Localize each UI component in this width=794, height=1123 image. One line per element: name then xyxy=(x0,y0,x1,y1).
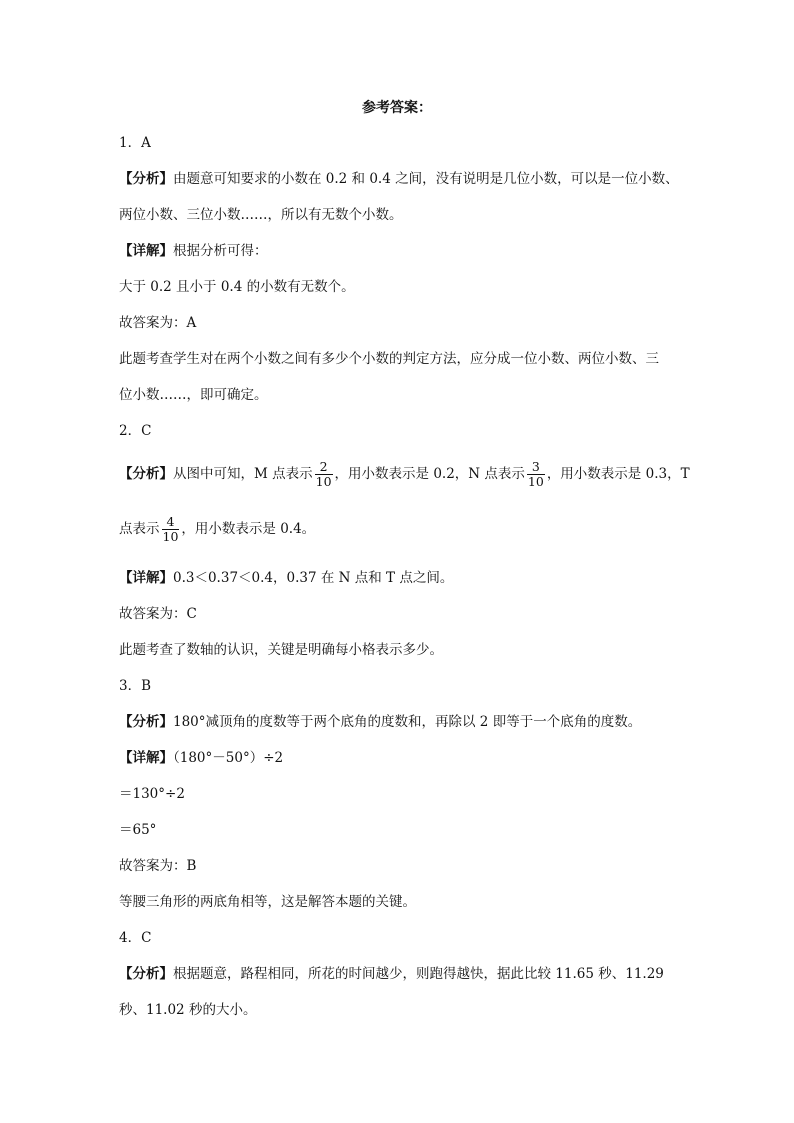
q2-analysis-part-2: ，用小数表示是 0.2，N 点表示 xyxy=(334,466,525,482)
q3-step-1: ＝130°÷2 xyxy=(119,786,185,802)
q1-comment-line-1: 此题考查学生对在两个小数之间有多少个小数的判定方法，应分成一位小数、两位小数、三 xyxy=(119,351,659,367)
fraction-numerator: 4 xyxy=(166,514,175,529)
q1-analysis-text-1: 由题意可知要求的小数在 0.2 和 0.4 之间，没有说明是几位小数，可以是一位小数、 xyxy=(173,171,679,187)
q2-detail-text: 0.3＜0.37＜0.4，0.37 在 N 点和 T 点之间。 xyxy=(173,570,454,586)
q4-analysis-line-2: 秒、11.02 秒的大小。 xyxy=(119,1002,257,1018)
q2-analysis-part-1: 从图中可知，M 点表示 xyxy=(173,466,313,482)
q3-analysis-line xyxy=(119,713,641,731)
analysis-tag: 【分析】 xyxy=(119,966,173,982)
analysis-tag: 【分析】 xyxy=(119,171,173,187)
q2-analysis-part-3: ，用小数表示是 0.3，T xyxy=(546,466,690,482)
analysis-tag: 【分析】 xyxy=(119,466,173,482)
q1-analysis-line-2: 两位小数、三位小数……，所以有无数个小数。 xyxy=(119,207,403,223)
q1-comment-line-2: 位小数……，即可确定。 xyxy=(119,387,268,403)
q2-answer: 故答案为：C xyxy=(119,606,197,622)
q2-analysis-line-1 xyxy=(119,460,690,489)
fraction-numerator: 2 xyxy=(319,459,328,474)
q2-comment: 此题考查了数轴的认识，关键是明确每小格表示多少。 xyxy=(119,642,443,658)
q2-detail-line xyxy=(119,569,453,587)
fraction-denominator: 10 xyxy=(527,474,544,489)
fraction-4-10 xyxy=(162,515,180,544)
q3-step-2: ＝65° xyxy=(119,822,157,838)
detail-tag: 【详解】 xyxy=(119,243,173,259)
q3-number: 3．B xyxy=(119,678,152,694)
q3-detail-line xyxy=(119,749,283,767)
fraction-3-10 xyxy=(527,460,545,489)
page-title: 参考答案： xyxy=(362,100,432,116)
q2-analysis-part-5: ，用小数表示是 0.4。 xyxy=(181,521,316,537)
q1-detail-line xyxy=(119,242,268,260)
fraction-2-10 xyxy=(315,460,333,489)
detail-tag: 【详解】 xyxy=(119,750,173,766)
fraction-numerator: 3 xyxy=(531,459,540,474)
fraction-denominator: 10 xyxy=(315,474,332,489)
q2-analysis-line-2 xyxy=(119,515,315,544)
q1-detail-result: 大于 0.2 且小于 0.4 的小数有无数个。 xyxy=(119,279,355,295)
q3-answer: 故答案为：B xyxy=(119,858,197,874)
q3-analysis-text: 180°减顶角的度数等于两个底角的度数和，再除以 2 即等于一个底角的度数。 xyxy=(173,714,642,730)
q1-answer: 故答案为：A xyxy=(119,315,197,331)
q4-analysis-text-1: 根据题意，路程相同，所花的时间越少，则跑得越快，据此比较 11.65 秒、11.29 xyxy=(173,966,664,982)
q1-number: 1．A xyxy=(119,135,151,151)
analysis-tag: 【分析】 xyxy=(119,714,173,730)
q1-detail-text: 根据分析可得： xyxy=(173,243,268,259)
detail-tag: 【详解】 xyxy=(119,570,173,586)
fraction-denominator: 10 xyxy=(162,529,179,544)
q3-comment: 等腰三角形的两底角相等，这是解答本题的关键。 xyxy=(119,894,416,910)
q4-number: 4．C xyxy=(119,930,152,946)
q2-analysis-part-4: 点表示 xyxy=(119,521,160,537)
q1-analysis-line-1 xyxy=(119,170,679,188)
q2-number: 2．C xyxy=(119,423,152,439)
q3-detail-text: （180°－50°）÷2 xyxy=(173,750,284,766)
q4-analysis-line-1 xyxy=(119,965,664,983)
